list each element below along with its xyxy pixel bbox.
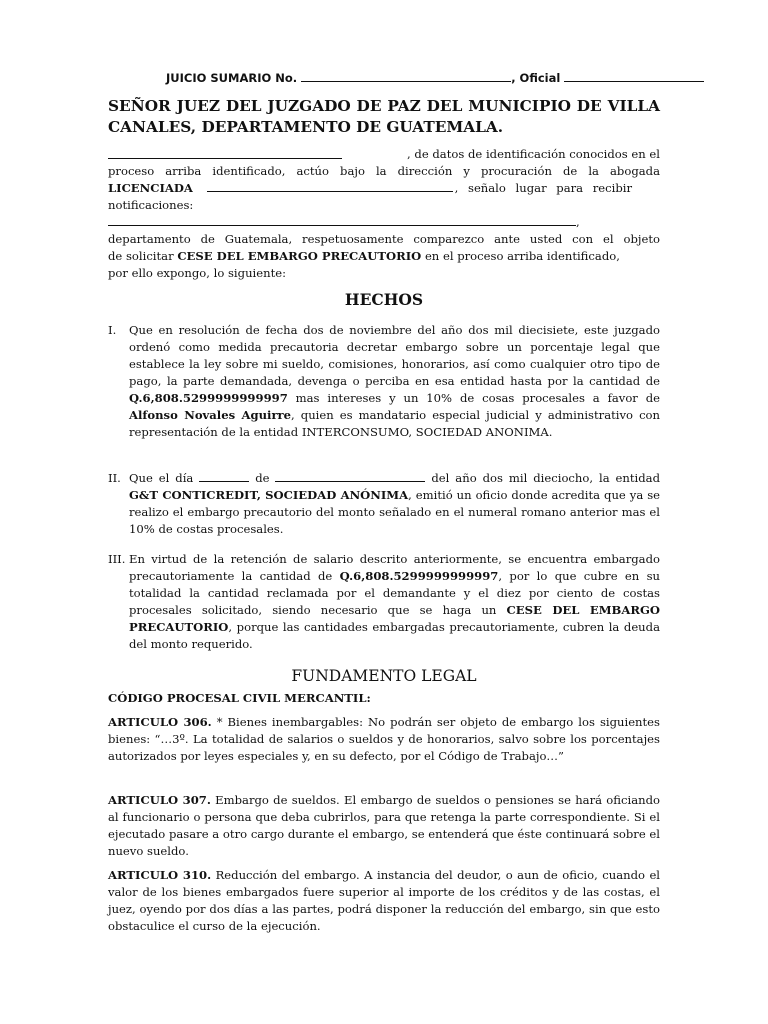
intro-line-5: departamento de Guatemala, respetuosamente comparezco ante usted con el objeto — [108, 232, 660, 246]
article-310: ARTICULO 310. Reducción del embargo. A instancia del deudor, o aun de oficio, cuando el valor de los bienes embargados fuere superior al importe de los créditos y de las costas, el juez, oyendo por dos días a las partes, podrá disponer la reducción del embargo, sin que esto obstaculice el curso de la ejecución. — [108, 868, 661, 933]
hecho-item-1: Que en resolución de fecha dos de noviembre del año dos mil diecisiete, este juzgado ordenó como medida precautoria decretar embargo sobre un porcentaje legal que establece la ley sobre mi sueldo, comisiones, honorarios, así como cualquier otro tipo de pago, la parte demandada, devenga o perciba en esa entidad hasta por la cantidad de Q.6,808.5299999999997 mas intereses y un 10% de cosas procesales a favor de Alfonso Novales Aguirre, quien es mandatario especial judicial y administrativo con representación de la entidad INTERCONSUMO, SOCIEDAD ANONIMA. — [129, 323, 661, 439]
fundamento-heading: FUNDAMENTO LEGAL — [291, 667, 477, 685]
article-307: ARTICULO 307. Embargo de sueldos. El embargo de sueldos o pensiones se hará oficiando al funcionario o persona que deba cubrirlos, para que retenga la parte correspondiente. Si el ejecutado pasare a otro cargo durante el embargo, se entenderá que éste continuará sobre el nuevo sueldo. — [108, 793, 661, 858]
address-blank — [108, 215, 576, 226]
code-title: CÓDIGO PROCESAL CIVIL MERCANTIL: — [108, 691, 371, 705]
intro-line-1: , de datos de identificación conocidos en el — [108, 146, 660, 163]
hechos-heading: HECHOS — [344, 290, 424, 309]
hecho-item-3: En virtud de la retención de salario descrito anteriormente, se encuentra embargado precautoriamente la cantidad de Q.6,808.5299999999997, por lo que cubre en su totalidad la cantidad reclamada por el demandante y el diez por ciento de costas procesales solicitado, siendo necesario que se haga un CESE DEL EMBARGO PRECAUTORIO, porque las cantidades embargadas precautoriamente, cubren la deuda del monto requerido. — [129, 552, 660, 651]
intro-line-address: , — [108, 214, 660, 231]
case-number-blank — [301, 71, 511, 82]
roman-numeral-1: I. — [108, 323, 117, 337]
intro-line-4: notificaciones: — [108, 198, 194, 212]
roman-numeral-3: III. — [108, 552, 126, 566]
intro-line-2: proceso arriba identificado, actúo bajo la dirección y procuración de la abogada — [108, 164, 660, 178]
case-header — [166, 70, 704, 87]
intro-line-6: de solicitar CESE DEL EMBARGO PRECAUTORIO en el proceso arriba identificado, — [108, 249, 620, 263]
addressee: SEÑOR JUEZ DEL JUZGADO DE PAZ DEL MUNICIPIO DE VILLA CANALES, DEPARTAMENTO DE GUATEMALA. — [108, 97, 660, 136]
intro-line-3: LICENCIADA , señalo lugar para recibir — [108, 181, 633, 195]
licenciada-label: LICENCIADA — [108, 181, 193, 195]
name-blank — [108, 148, 342, 159]
lawyer-blank — [207, 181, 453, 192]
oficial-blank — [564, 71, 704, 82]
case-number-label: JUICIO SUMARIO No. — [166, 71, 298, 85]
oficial-label: , Oficial — [511, 71, 561, 85]
intro-line-7: por ello expongo, lo siguiente: — [108, 266, 286, 280]
hecho-item-2: Que el día de del año dos mil dieciocho, la entidad G&T CONTICREDIT, SOCIEDAD ANÓNIMA, emitió un oficio donde acredita que ya se realizo el embargo precautorio del monto señalado en el numeral romano anterior mas el 10% de costas procesales. — [129, 471, 661, 536]
article-306: ARTICULO 306. * Bienes inembargables: No podrán ser objeto de embargo los siguientes bienes: “…3º. La totalidad de salarios o sueldos y de honorarios, salvo sobre los porcentajes autorizados por leyes especiales y, en su defecto, por el Código de Trabajo…” — [108, 715, 660, 763]
roman-numeral-2: II. — [108, 471, 121, 485]
